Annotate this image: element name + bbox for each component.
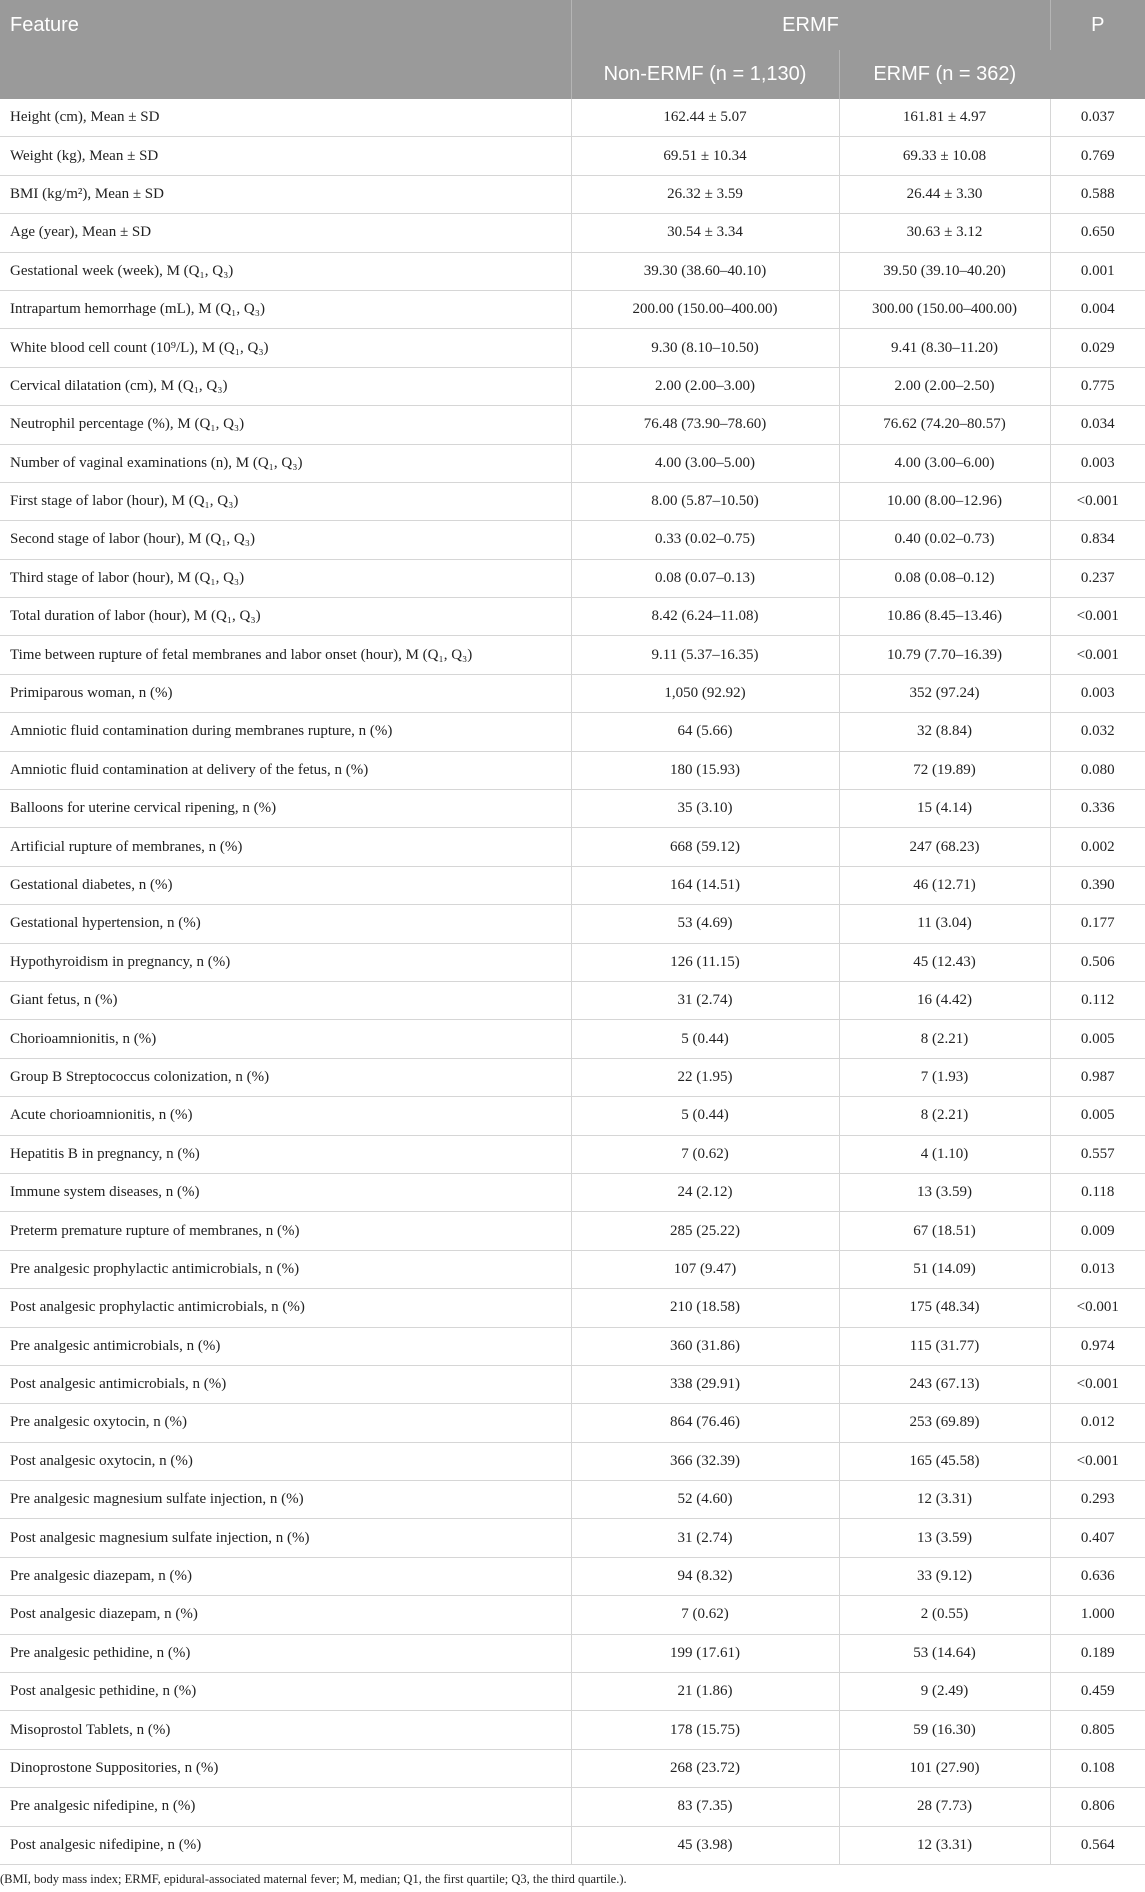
row-non-ermf-value: 39.30 (38.60–40.10) <box>571 252 839 290</box>
row-ermf-value: 9.41 (8.30–11.20) <box>839 329 1050 367</box>
row-non-ermf-value: 7 (0.62) <box>571 1135 839 1173</box>
row-feature: Pre analgesic oxytocin, n (%) <box>0 1404 571 1442</box>
row-non-ermf-value: 31 (2.74) <box>571 1519 839 1557</box>
row-ermf-value: 2.00 (2.00–2.50) <box>839 367 1050 405</box>
row-feature: Cervical dilatation (cm), M (Q₁, Q₃) <box>0 367 571 405</box>
row-feature: Primiparous woman, n (%) <box>0 674 571 712</box>
row-p-value: 0.037 <box>1050 99 1145 137</box>
row-ermf-value: 16 (4.42) <box>839 981 1050 1019</box>
table-row <box>0 1519 1145 1557</box>
table-row <box>0 598 1145 636</box>
row-ermf-value: 4.00 (3.00–6.00) <box>839 444 1050 482</box>
table-row <box>0 713 1145 751</box>
row-feature: Hypothyroidism in pregnancy, n (%) <box>0 943 571 981</box>
row-p-value: 0.636 <box>1050 1557 1145 1595</box>
row-p-value: 0.588 <box>1050 175 1145 213</box>
table-row <box>0 905 1145 943</box>
row-p-value: 0.506 <box>1050 943 1145 981</box>
row-feature: Pre analgesic prophylactic antimicrobials, n (%) <box>0 1250 571 1288</box>
row-p-value: 0.112 <box>1050 981 1145 1019</box>
row-feature: Third stage of labor (hour), M (Q₁, Q₃) <box>0 559 571 597</box>
table-row <box>0 790 1145 828</box>
row-ermf-value: 115 (31.77) <box>839 1327 1050 1365</box>
row-feature: Pre analgesic antimicrobials, n (%) <box>0 1327 571 1365</box>
row-ermf-value: 46 (12.71) <box>839 866 1050 904</box>
header-ermf: ERMF (n = 362) <box>839 50 1050 99</box>
row-non-ermf-value: 5 (0.44) <box>571 1020 839 1058</box>
row-ermf-value: 12 (3.31) <box>839 1481 1050 1519</box>
row-p-value: <0.001 <box>1050 636 1145 674</box>
row-feature: Second stage of labor (hour), M (Q₁, Q₃) <box>0 521 571 559</box>
header-group-ermf: ERMF <box>571 0 1050 50</box>
table-row <box>0 214 1145 252</box>
row-non-ermf-value: 366 (32.39) <box>571 1442 839 1480</box>
row-p-value: 0.459 <box>1050 1673 1145 1711</box>
row-feature: Hepatitis B in pregnancy, n (%) <box>0 1135 571 1173</box>
row-feature: Height (cm), Mean ± SD <box>0 99 571 137</box>
row-non-ermf-value: 338 (29.91) <box>571 1365 839 1403</box>
row-feature: Pre analgesic nifedipine, n (%) <box>0 1788 571 1826</box>
table-row <box>0 1788 1145 1826</box>
table-row <box>0 290 1145 328</box>
table-row <box>0 521 1145 559</box>
row-non-ermf-value: 268 (23.72) <box>571 1749 839 1787</box>
row-non-ermf-value: 31 (2.74) <box>571 981 839 1019</box>
row-p-value: 0.001 <box>1050 252 1145 290</box>
table-body <box>0 99 1145 1864</box>
row-non-ermf-value: 210 (18.58) <box>571 1289 839 1327</box>
row-non-ermf-value: 864 (76.46) <box>571 1404 839 1442</box>
row-ermf-value: 165 (45.58) <box>839 1442 1050 1480</box>
row-non-ermf-value: 285 (25.22) <box>571 1212 839 1250</box>
row-p-value: 0.009 <box>1050 1212 1145 1250</box>
table-row <box>0 444 1145 482</box>
table-row <box>0 1365 1145 1403</box>
table-row <box>0 1481 1145 1519</box>
header-p: P <box>1050 0 1145 99</box>
row-ermf-value: 9 (2.49) <box>839 1673 1050 1711</box>
table-row <box>0 636 1145 674</box>
row-ermf-value: 12 (3.31) <box>839 1826 1050 1864</box>
row-ermf-value: 300.00 (150.00–400.00) <box>839 290 1050 328</box>
row-ermf-value: 4 (1.10) <box>839 1135 1050 1173</box>
row-p-value: 0.013 <box>1050 1250 1145 1288</box>
row-feature: Post analgesic nifedipine, n (%) <box>0 1826 571 1864</box>
row-p-value: 0.177 <box>1050 905 1145 943</box>
row-feature: Neutrophil percentage (%), M (Q₁, Q₃) <box>0 406 571 444</box>
row-feature: Intrapartum hemorrhage (mL), M (Q₁, Q₃) <box>0 290 571 328</box>
table-row <box>0 1212 1145 1250</box>
row-non-ermf-value: 0.33 (0.02–0.75) <box>571 521 839 559</box>
row-p-value: 0.003 <box>1050 444 1145 482</box>
row-ermf-value: 67 (18.51) <box>839 1212 1050 1250</box>
row-feature: First stage of labor (hour), M (Q₁, Q₃) <box>0 482 571 520</box>
table-row <box>0 674 1145 712</box>
row-ermf-value: 45 (12.43) <box>839 943 1050 981</box>
table-row <box>0 1404 1145 1442</box>
row-ermf-value: 10.79 (7.70–16.39) <box>839 636 1050 674</box>
row-feature: Preterm premature rupture of membranes, n (%) <box>0 1212 571 1250</box>
row-ermf-value: 0.40 (0.02–0.73) <box>839 521 1050 559</box>
table-row <box>0 1634 1145 1672</box>
table-row <box>0 137 1145 175</box>
table-row <box>0 1327 1145 1365</box>
row-non-ermf-value: 53 (4.69) <box>571 905 839 943</box>
row-non-ermf-value: 7 (0.62) <box>571 1596 839 1634</box>
row-non-ermf-value: 52 (4.60) <box>571 1481 839 1519</box>
row-p-value: 0.806 <box>1050 1788 1145 1826</box>
table-row <box>0 367 1145 405</box>
row-ermf-value: 39.50 (39.10–40.20) <box>839 252 1050 290</box>
row-feature: Post analgesic oxytocin, n (%) <box>0 1442 571 1480</box>
row-p-value: 0.029 <box>1050 329 1145 367</box>
row-feature: Time between rupture of fetal membranes and labor onset (hour), M (Q₁, Q₃) <box>0 636 571 674</box>
row-ermf-value: 53 (14.64) <box>839 1634 1050 1672</box>
row-feature: Giant fetus, n (%) <box>0 981 571 1019</box>
table-row <box>0 1250 1145 1288</box>
row-p-value: 0.293 <box>1050 1481 1145 1519</box>
row-p-value: 0.390 <box>1050 866 1145 904</box>
row-non-ermf-value: 26.32 ± 3.59 <box>571 175 839 213</box>
table-row <box>0 406 1145 444</box>
row-ermf-value: 8 (2.21) <box>839 1020 1050 1058</box>
row-ermf-value: 13 (3.59) <box>839 1519 1050 1557</box>
row-non-ermf-value: 9.30 (8.10–10.50) <box>571 329 839 367</box>
table-row <box>0 252 1145 290</box>
row-feature: Immune system diseases, n (%) <box>0 1173 571 1211</box>
row-non-ermf-value: 164 (14.51) <box>571 866 839 904</box>
row-ermf-value: 352 (97.24) <box>839 674 1050 712</box>
row-feature: Misoprostol Tablets, n (%) <box>0 1711 571 1749</box>
table-row <box>0 1173 1145 1211</box>
row-p-value: 0.336 <box>1050 790 1145 828</box>
row-non-ermf-value: 8.00 (5.87–10.50) <box>571 482 839 520</box>
row-feature: Gestational week (week), M (Q₁, Q₃) <box>0 252 571 290</box>
row-feature: Weight (kg), Mean ± SD <box>0 137 571 175</box>
row-feature: Gestational diabetes, n (%) <box>0 866 571 904</box>
row-p-value: 0.189 <box>1050 1634 1145 1672</box>
row-feature: Post analgesic diazepam, n (%) <box>0 1596 571 1634</box>
row-feature: Artificial rupture of membranes, n (%) <box>0 828 571 866</box>
table-row <box>0 1442 1145 1480</box>
row-feature: Post analgesic pethidine, n (%) <box>0 1673 571 1711</box>
row-ermf-value: 28 (7.73) <box>839 1788 1050 1826</box>
row-p-value: 0.834 <box>1050 521 1145 559</box>
row-non-ermf-value: 22 (1.95) <box>571 1058 839 1096</box>
table-row <box>0 943 1145 981</box>
row-feature: Amniotic fluid contamination during membranes rupture, n (%) <box>0 713 571 751</box>
row-p-value: 0.987 <box>1050 1058 1145 1096</box>
row-ermf-value: 11 (3.04) <box>839 905 1050 943</box>
row-non-ermf-value: 83 (7.35) <box>571 1788 839 1826</box>
row-ermf-value: 33 (9.12) <box>839 1557 1050 1595</box>
row-p-value: 0.775 <box>1050 367 1145 405</box>
row-p-value: 0.005 <box>1050 1020 1145 1058</box>
table-row <box>0 1596 1145 1634</box>
row-p-value: <0.001 <box>1050 1442 1145 1480</box>
table-row <box>0 1097 1145 1135</box>
row-ermf-value: 72 (19.89) <box>839 751 1050 789</box>
header-non-ermf: Non-ERMF (n = 1,130) <box>571 50 839 99</box>
row-p-value: 0.034 <box>1050 406 1145 444</box>
row-ermf-value: 253 (69.89) <box>839 1404 1050 1442</box>
row-feature: Dinoprostone Suppositories, n (%) <box>0 1749 571 1787</box>
table-header <box>0 0 1145 99</box>
header-feature: Feature <box>0 0 571 99</box>
row-non-ermf-value: 107 (9.47) <box>571 1250 839 1288</box>
row-feature: White blood cell count (10⁹/L), M (Q₁, Q₃) <box>0 329 571 367</box>
row-ermf-value: 243 (67.13) <box>839 1365 1050 1403</box>
row-non-ermf-value: 94 (8.32) <box>571 1557 839 1595</box>
row-ermf-value: 13 (3.59) <box>839 1173 1050 1211</box>
row-p-value: <0.001 <box>1050 598 1145 636</box>
row-non-ermf-value: 35 (3.10) <box>571 790 839 828</box>
row-non-ermf-value: 30.54 ± 3.34 <box>571 214 839 252</box>
table-footnote: (BMI, body mass index; ERMF, epidural-associated maternal fever; M, median; Q1, the first quartile; Q3, the third quartile.). <box>0 1872 627 1886</box>
row-feature: Age (year), Mean ± SD <box>0 214 571 252</box>
table-row <box>0 828 1145 866</box>
row-p-value: 0.557 <box>1050 1135 1145 1173</box>
row-feature: Amniotic fluid contamination at delivery of the fetus, n (%) <box>0 751 571 789</box>
row-p-value: 0.650 <box>1050 214 1145 252</box>
row-p-value: 0.012 <box>1050 1404 1145 1442</box>
row-non-ermf-value: 24 (2.12) <box>571 1173 839 1211</box>
table-row <box>0 751 1145 789</box>
row-non-ermf-value: 162.44 ± 5.07 <box>571 99 839 137</box>
row-non-ermf-value: 0.08 (0.07–0.13) <box>571 559 839 597</box>
row-ermf-value: 51 (14.09) <box>839 1250 1050 1288</box>
row-p-value: 0.002 <box>1050 828 1145 866</box>
row-p-value: 0.118 <box>1050 1173 1145 1211</box>
row-ermf-value: 161.81 ± 4.97 <box>839 99 1050 137</box>
row-feature: Total duration of labor (hour), M (Q₁, Q₃) <box>0 598 571 636</box>
row-non-ermf-value: 199 (17.61) <box>571 1634 839 1672</box>
row-feature: Chorioamnionitis, n (%) <box>0 1020 571 1058</box>
table-row <box>0 1826 1145 1864</box>
table-row <box>0 559 1145 597</box>
row-p-value: 0.805 <box>1050 1711 1145 1749</box>
row-feature: Pre analgesic pethidine, n (%) <box>0 1634 571 1672</box>
row-ermf-value: 247 (68.23) <box>839 828 1050 866</box>
row-non-ermf-value: 1,050 (92.92) <box>571 674 839 712</box>
row-p-value: <0.001 <box>1050 1365 1145 1403</box>
header-row-top <box>0 0 1145 50</box>
table-row <box>0 175 1145 213</box>
row-p-value: 0.003 <box>1050 674 1145 712</box>
row-ermf-value: 59 (16.30) <box>839 1711 1050 1749</box>
row-ermf-value: 26.44 ± 3.30 <box>839 175 1050 213</box>
row-feature: Group B Streptococcus colonization, n (%) <box>0 1058 571 1096</box>
row-feature: BMI (kg/m²), Mean ± SD <box>0 175 571 213</box>
row-non-ermf-value: 76.48 (73.90–78.60) <box>571 406 839 444</box>
row-feature: Number of vaginal examinations (n), M (Q₁, Q₃) <box>0 444 571 482</box>
row-feature: Acute chorioamnionitis, n (%) <box>0 1097 571 1135</box>
row-p-value: 0.769 <box>1050 137 1145 175</box>
row-feature: Gestational hypertension, n (%) <box>0 905 571 943</box>
row-non-ermf-value: 668 (59.12) <box>571 828 839 866</box>
row-ermf-value: 101 (27.90) <box>839 1749 1050 1787</box>
row-non-ermf-value: 45 (3.98) <box>571 1826 839 1864</box>
row-non-ermf-value: 9.11 (5.37–16.35) <box>571 636 839 674</box>
table-row <box>0 99 1145 137</box>
row-p-value: <0.001 <box>1050 1289 1145 1327</box>
row-ermf-value: 76.62 (74.20–80.57) <box>839 406 1050 444</box>
row-p-value: 0.407 <box>1050 1519 1145 1557</box>
row-ermf-value: 175 (48.34) <box>839 1289 1050 1327</box>
table-row <box>0 866 1145 904</box>
row-non-ermf-value: 8.42 (6.24–11.08) <box>571 598 839 636</box>
row-feature: Balloons for uterine cervical ripening, n (%) <box>0 790 571 828</box>
row-p-value: 0.108 <box>1050 1749 1145 1787</box>
row-non-ermf-value: 2.00 (2.00–3.00) <box>571 367 839 405</box>
row-ermf-value: 30.63 ± 3.12 <box>839 214 1050 252</box>
row-ermf-value: 0.08 (0.08–0.12) <box>839 559 1050 597</box>
table-row <box>0 1289 1145 1327</box>
row-non-ermf-value: 126 (11.15) <box>571 943 839 981</box>
row-p-value: 0.080 <box>1050 751 1145 789</box>
row-p-value: 0.032 <box>1050 713 1145 751</box>
row-ermf-value: 7 (1.93) <box>839 1058 1050 1096</box>
row-p-value: 0.237 <box>1050 559 1145 597</box>
row-non-ermf-value: 64 (5.66) <box>571 713 839 751</box>
row-feature: Post analgesic antimicrobials, n (%) <box>0 1365 571 1403</box>
row-feature: Pre analgesic magnesium sulfate injection, n (%) <box>0 1481 571 1519</box>
row-non-ermf-value: 21 (1.86) <box>571 1673 839 1711</box>
row-p-value: 0.005 <box>1050 1097 1145 1135</box>
row-p-value: 0.004 <box>1050 290 1145 328</box>
row-feature: Post analgesic prophylactic antimicrobials, n (%) <box>0 1289 571 1327</box>
row-ermf-value: 8 (2.21) <box>839 1097 1050 1135</box>
row-p-value: 0.564 <box>1050 1826 1145 1864</box>
row-non-ermf-value: 5 (0.44) <box>571 1097 839 1135</box>
row-non-ermf-value: 178 (15.75) <box>571 1711 839 1749</box>
table-row <box>0 482 1145 520</box>
table-row <box>0 1557 1145 1595</box>
table-row <box>0 1020 1145 1058</box>
row-non-ermf-value: 200.00 (150.00–400.00) <box>571 290 839 328</box>
row-feature: Pre analgesic diazepam, n (%) <box>0 1557 571 1595</box>
row-ermf-value: 10.86 (8.45–13.46) <box>839 598 1050 636</box>
row-ermf-value: 10.00 (8.00–12.96) <box>839 482 1050 520</box>
table-row <box>0 1135 1145 1173</box>
row-p-value: <0.001 <box>1050 482 1145 520</box>
table-row <box>0 1058 1145 1096</box>
table-row <box>0 1711 1145 1749</box>
row-ermf-value: 15 (4.14) <box>839 790 1050 828</box>
row-p-value: 1.000 <box>1050 1596 1145 1634</box>
row-non-ermf-value: 69.51 ± 10.34 <box>571 137 839 175</box>
row-ermf-value: 32 (8.84) <box>839 713 1050 751</box>
row-non-ermf-value: 4.00 (3.00–5.00) <box>571 444 839 482</box>
row-non-ermf-value: 180 (15.93) <box>571 751 839 789</box>
table-row <box>0 1749 1145 1787</box>
table-row <box>0 329 1145 367</box>
row-ermf-value: 69.33 ± 10.08 <box>839 137 1050 175</box>
table-row <box>0 981 1145 1019</box>
row-feature: Post analgesic magnesium sulfate injection, n (%) <box>0 1519 571 1557</box>
table-row <box>0 1673 1145 1711</box>
row-p-value: 0.974 <box>1050 1327 1145 1365</box>
row-non-ermf-value: 360 (31.86) <box>571 1327 839 1365</box>
row-ermf-value: 2 (0.55) <box>839 1596 1050 1634</box>
